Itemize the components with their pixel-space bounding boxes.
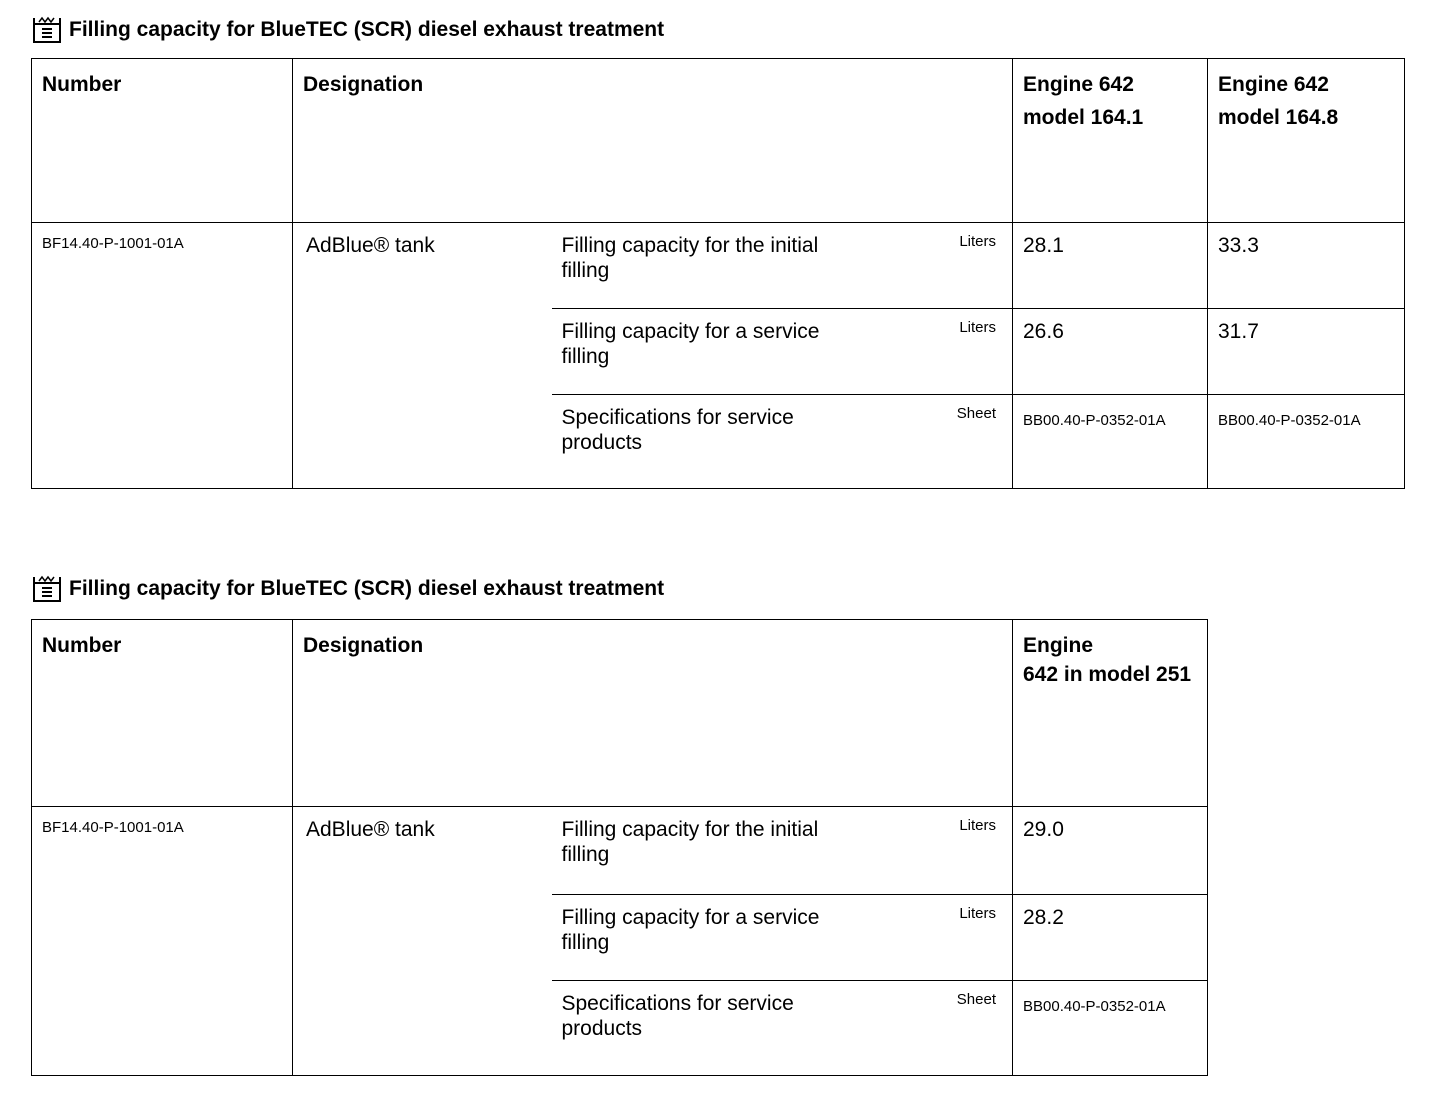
part-number: BF14.40-P-1001-01A xyxy=(32,223,293,489)
value-cell: 26.6 xyxy=(1013,309,1208,395)
value-cell: 28.2 xyxy=(1013,895,1208,981)
item-initial-filling: Filling capacity for the initial filling Liters xyxy=(552,223,1013,309)
unit-label: Liters xyxy=(959,905,996,922)
filling-capacity-table-1 xyxy=(31,58,1405,489)
document-icon xyxy=(32,16,62,44)
section-title-1 xyxy=(32,14,664,46)
header-engine-164-8: Engine 642 model 164.8 xyxy=(1208,59,1405,223)
section-title-text: Filling capacity for BlueTEC (SCR) diesel exhaust treatment xyxy=(69,577,665,600)
designation-adblue-tank: AdBlue® tank xyxy=(293,807,552,1076)
header-designation: Designation xyxy=(293,59,1013,223)
item-service-filling: Filling capacity for a service filling Liters xyxy=(552,309,1013,395)
header-number: Number xyxy=(32,59,293,223)
table-row xyxy=(32,223,1405,309)
table-header-row xyxy=(32,620,1208,807)
filling-capacity-table-2 xyxy=(31,619,1208,1076)
value-cell: 28.1 xyxy=(1013,223,1208,309)
unit-label: Sheet xyxy=(956,991,996,1008)
sheet-reference: BB00.40-P-0352-01A xyxy=(1013,981,1208,1076)
item-specifications: Specifications for service products Sheet xyxy=(552,395,1013,489)
header-number: Number xyxy=(32,620,293,807)
value-cell: 33.3 xyxy=(1208,223,1405,309)
section-title-2 xyxy=(32,573,664,605)
document-icon xyxy=(32,575,62,603)
item-service-filling: Filling capacity for a service filling Liters xyxy=(552,895,1013,981)
item-initial-filling: Filling capacity for the initial filling Liters xyxy=(552,807,1013,895)
value-cell: 29.0 xyxy=(1013,807,1208,895)
unit-label: Sheet xyxy=(956,405,996,422)
section-title-text: Filling capacity for BlueTEC (SCR) diesel exhaust treatment xyxy=(69,18,665,41)
part-number: BF14.40-P-1001-01A xyxy=(32,807,293,1076)
table-row xyxy=(32,807,1208,895)
table-header-row xyxy=(32,59,1405,223)
sheet-reference: BB00.40-P-0352-01A xyxy=(1208,395,1405,489)
sheet-reference: BB00.40-P-0352-01A xyxy=(1013,395,1208,489)
unit-label: Liters xyxy=(959,233,996,250)
unit-label: Liters xyxy=(959,319,996,336)
header-engine-251: Engine 642 in model 251 xyxy=(1013,620,1208,807)
value-cell: 31.7 xyxy=(1208,309,1405,395)
item-specifications: Specifications for service products Sheet xyxy=(552,981,1013,1076)
unit-label: Liters xyxy=(959,817,996,834)
header-designation: Designation xyxy=(293,620,1013,807)
designation-adblue-tank: AdBlue® tank xyxy=(293,223,552,489)
header-engine-164-1: Engine 642 model 164.1 xyxy=(1013,59,1208,223)
